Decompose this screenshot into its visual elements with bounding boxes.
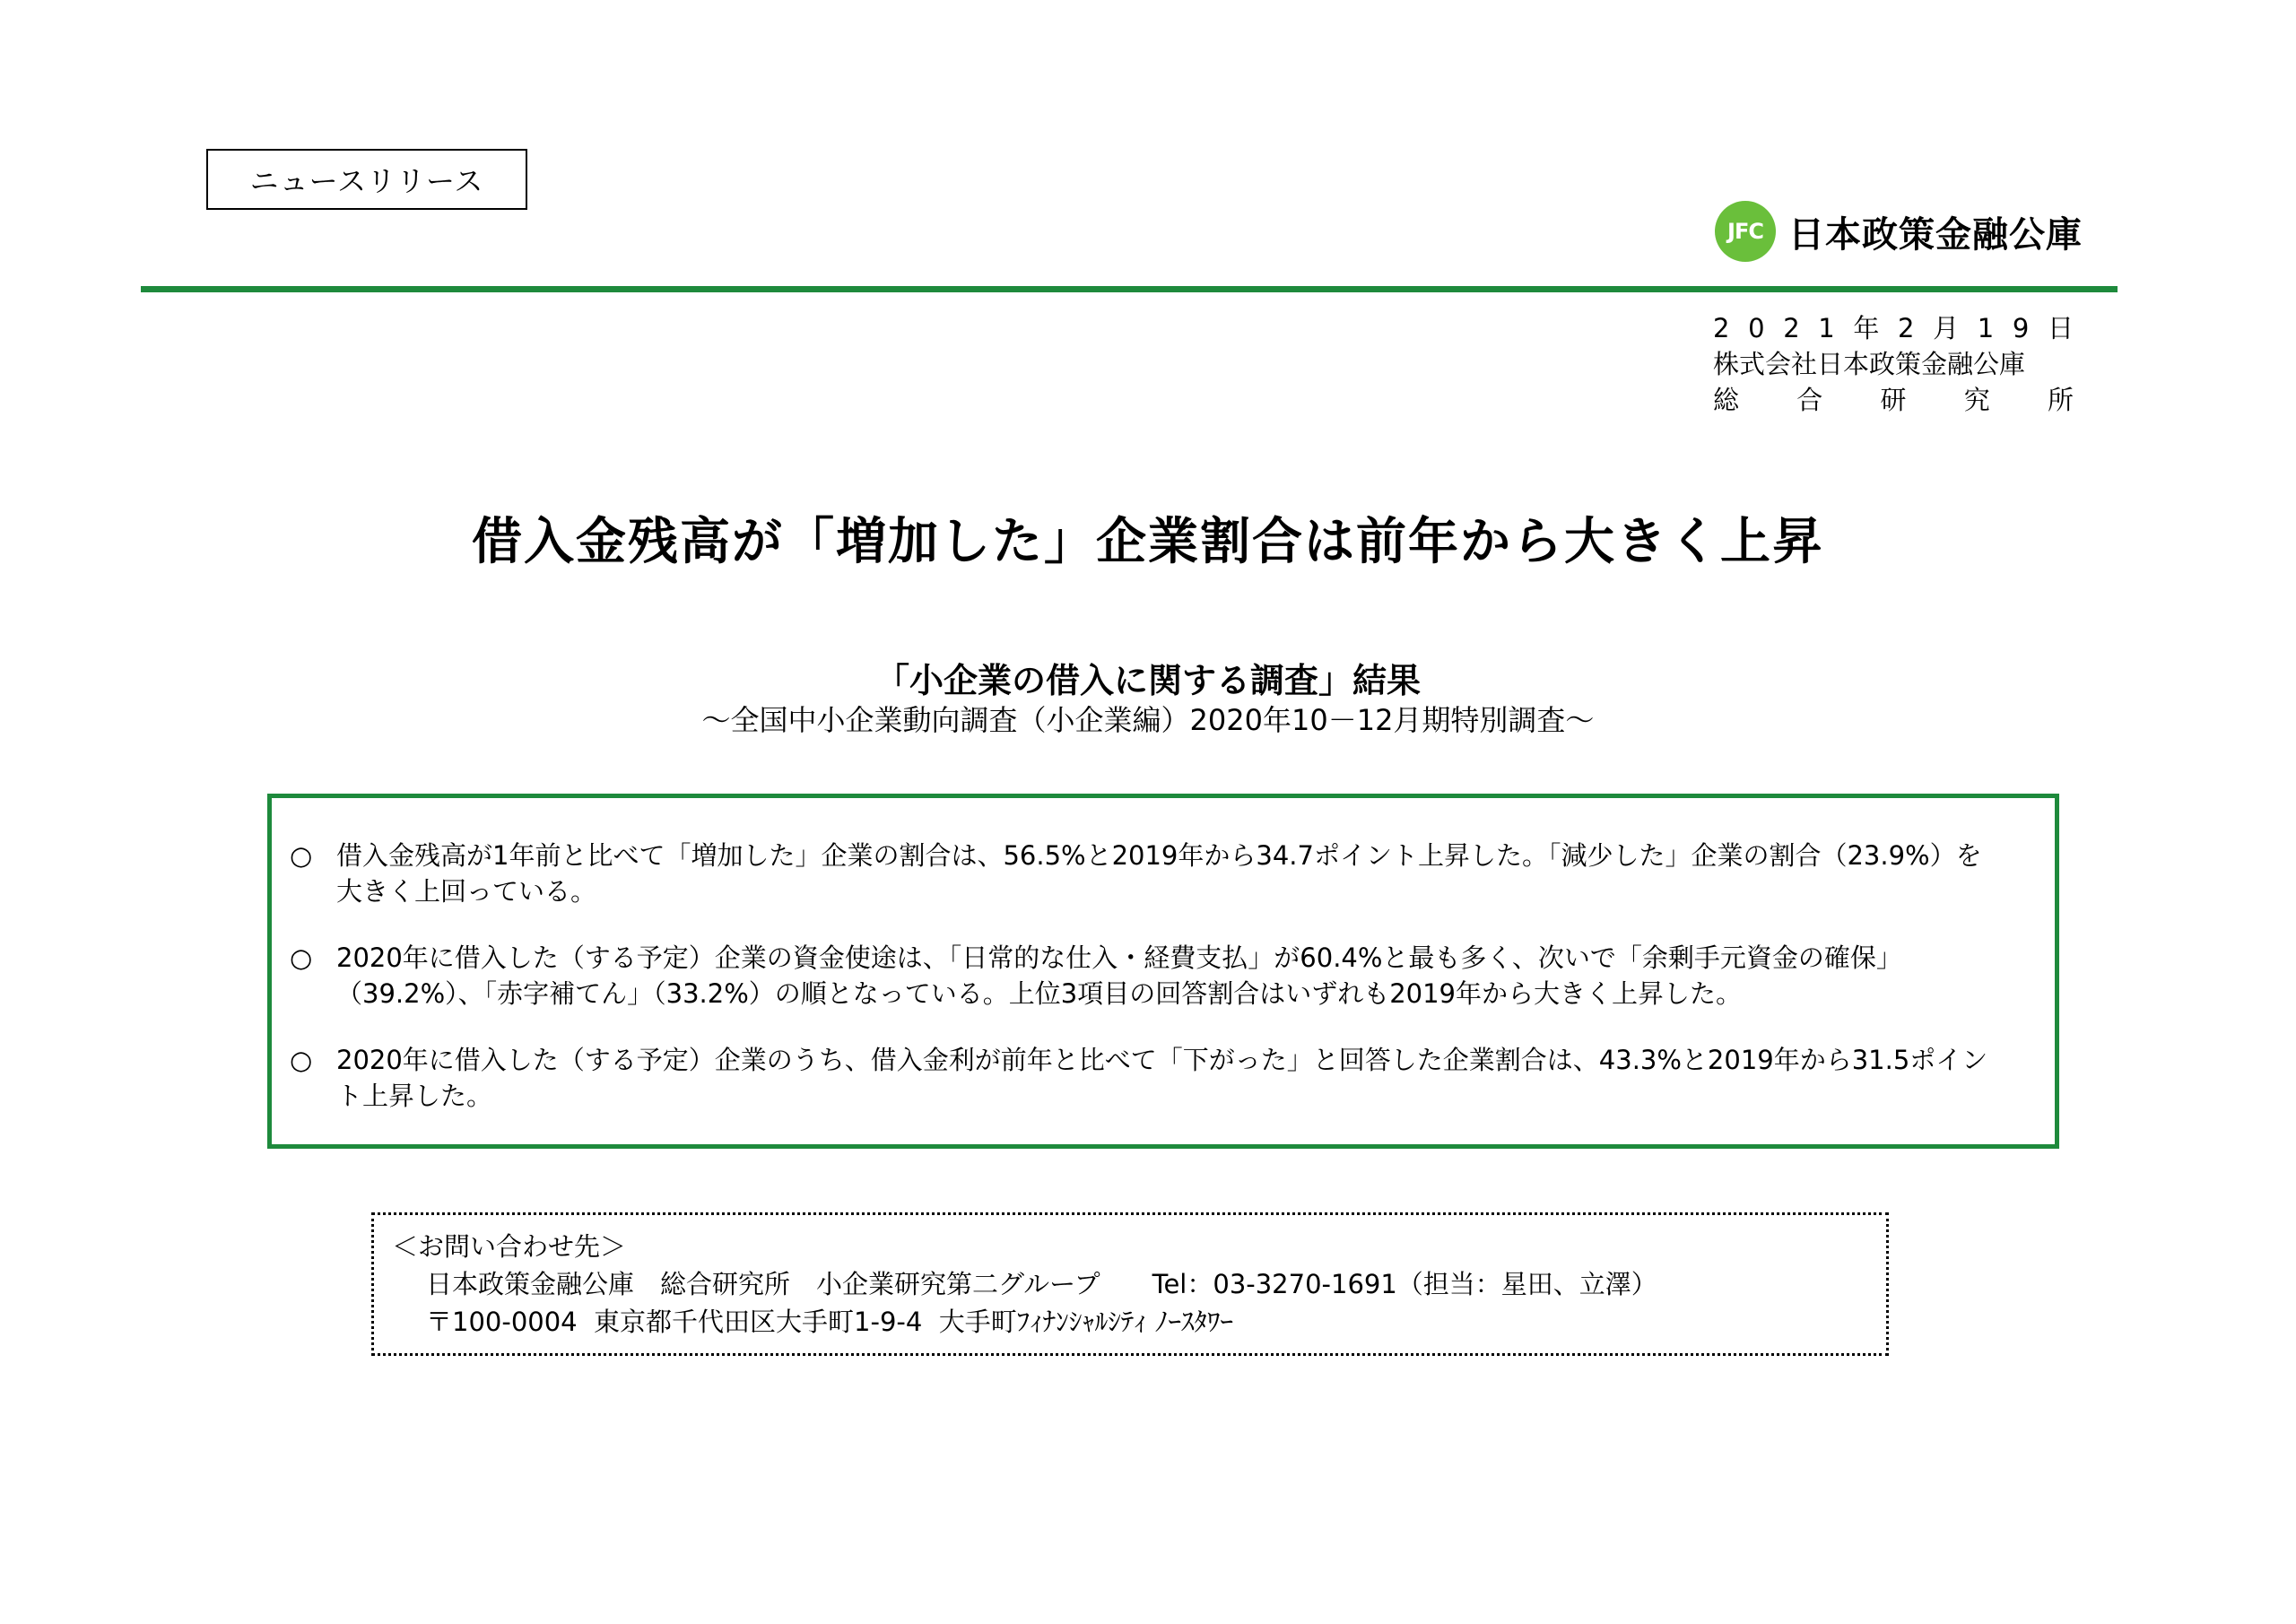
news-release-text: ニュースリリース	[249, 164, 484, 198]
issue-date: 2 0 2 1 年 2 月 1 9 日	[1713, 313, 2074, 343]
issuer-company: 株式会社日本政策金融公庫	[1713, 349, 2026, 379]
contact-department: 日本政策金融公庫 総合研究所 小企業研究第二グループ Tel：03-3270-1691（担当：星田、立澤）	[426, 1269, 1657, 1299]
jfc-logo-icon: JFC	[1715, 201, 1776, 262]
headline: 借入金残高が「増加した」企業割合は前年から大きく上昇	[472, 513, 1824, 571]
summary-point	[290, 1042, 2037, 1114]
jfc-logo	[1715, 199, 2083, 264]
summary-point-text: 2020年に借入した（する予定）企業のうち、借入金利が前年と比べて「下がった」と回答した企業割合は、43.3%と2019年から31.5ポイント上昇した。	[336, 1045, 1988, 1111]
issuer-department: 総 合 研 究 所	[1713, 385, 2074, 415]
circle-bullet-icon: ○	[290, 1045, 313, 1075]
header-divider	[141, 286, 2118, 292]
contact-box	[371, 1212, 1889, 1356]
organization-name: 日本政策金融公庫	[1788, 213, 2083, 256]
news-release-label	[206, 149, 527, 210]
contact-heading: ＜お問い合わせ先＞	[392, 1231, 627, 1262]
contact-address: 〒100-0004 東京都千代田区大手町1-9-4 大手町ﾌｨﾅﾝｼｬﾙｼﾃｨ ﾉｰｽﾀﾜｰ	[426, 1307, 1233, 1337]
issuer-block	[1713, 310, 2074, 418]
summary-point	[290, 940, 2037, 1012]
circle-bullet-icon: ○	[290, 840, 313, 871]
survey-subtitle: ～全国中小企業動向調査（小企業編）2020年10－12月期特別調査～	[701, 703, 1595, 737]
summary-box	[267, 794, 2059, 1149]
circle-bullet-icon: ○	[290, 942, 313, 973]
summary-point	[290, 838, 2037, 909]
survey-title: 「小企業の借入に関する調査」結果	[874, 661, 1421, 700]
summary-point-text: 2020年に借入した（する予定）企業の資金使途は、「日常的な仕入・経費支払」が60.4%と最も多く、次いで「余剰手元資金の確保」（39.2%）、「赤字補てん」（33.2%）の順となっている。上位3項目の回答割合はいずれも2019年から大きく上昇した。	[336, 942, 1902, 1009]
summary-point-text: 借入金残高が1年前と比べて「増加した」企業の割合は、56.5%と2019年から34.7ポイント上昇した。「減少した」企業の割合（23.9%）を大きく上回っている。	[336, 840, 1982, 907]
